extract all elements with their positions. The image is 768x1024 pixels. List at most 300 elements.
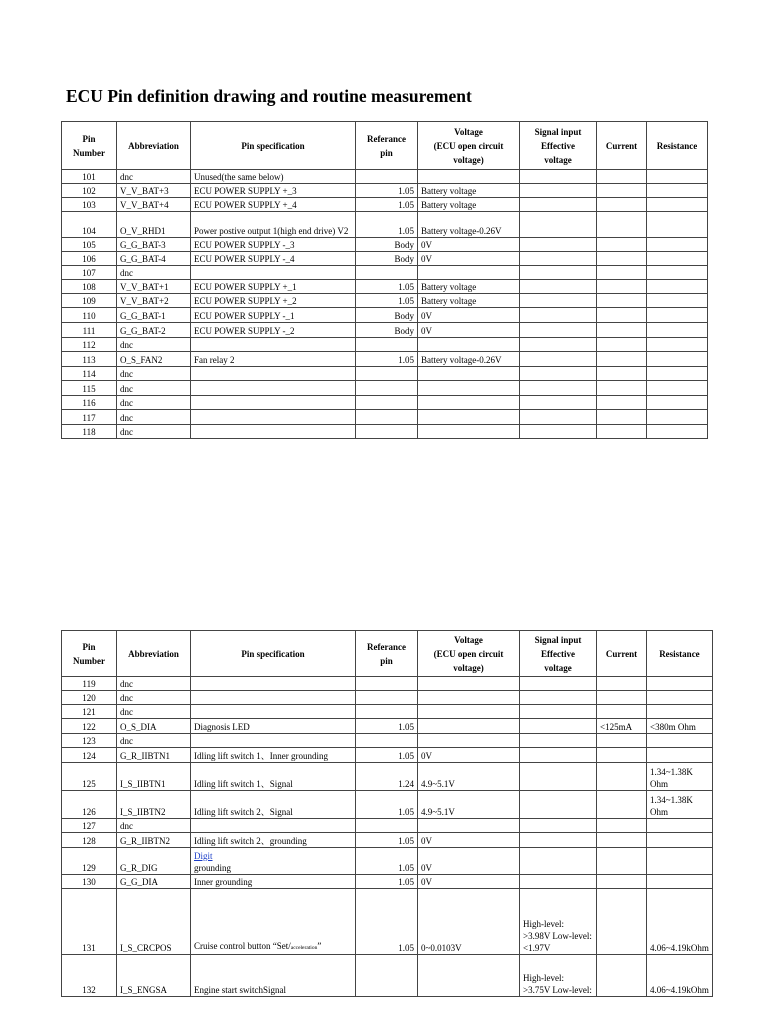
resistance-cell [647,833,713,848]
current-cell [597,734,647,748]
current-cell [597,410,647,425]
spec-small-text: acceleration [290,945,318,951]
header-referance-pin: Referance pin [356,631,418,677]
abbreviation-cell: dnc [117,734,191,748]
spec-text: ECU POWER SUPPLY +_3 [194,186,297,196]
pin-number-cell: 106 [62,252,117,266]
table-row [62,396,708,410]
resistance-cell [647,691,713,705]
table-row [62,308,708,323]
table-row [62,677,713,691]
referance-pin-cell [356,410,418,425]
pin-specification-cell [191,875,356,889]
current-cell [597,819,647,833]
pin-specification-cell [191,848,356,875]
spec-text: Fan relay 2 [194,355,235,365]
abbreviation-cell: dnc [117,819,191,833]
abbreviation-cell: V_V_BAT+3 [117,184,191,198]
abbreviation-cell: V_V_BAT+4 [117,198,191,212]
abbreviation-cell: G_R_IIBTN2 [117,833,191,848]
pin-number-cell: 117 [62,410,117,425]
current-cell [597,280,647,294]
referance-pin-cell: 1.05 [356,875,418,889]
pin-number-cell: 128 [62,833,117,848]
signal-input-cell [520,198,597,212]
voltage-cell: Battery voltage [418,280,520,294]
signal-input-cell [520,705,597,719]
table-row [62,875,713,889]
resistance-cell [647,705,713,719]
voltage-cell [418,410,520,425]
referance-pin-cell: 1.05 [356,184,418,198]
abbreviation-cell: V_V_BAT+2 [117,294,191,308]
resistance-cell [647,184,708,198]
table-row [62,748,713,763]
pin-specification-cell [191,238,356,252]
digit-link[interactable]: Digit [194,851,213,861]
pin-number-cell: 110 [62,308,117,323]
signal-input-cell [520,381,597,396]
pin-specification-cell [191,410,356,425]
signal-input-cell [520,338,597,352]
voltage-cell [418,170,520,184]
referance-pin-cell [356,691,418,705]
current-cell [597,212,647,238]
pin-specification-cell [191,425,356,439]
voltage-cell [418,819,520,833]
current-cell [597,266,647,280]
current-cell [597,791,647,819]
table-row [62,410,708,425]
spec-text: ECU POWER SUPPLY -_3 [194,240,295,250]
table-row [62,294,708,308]
abbreviation-cell: G_R_IIBTN1 [117,748,191,763]
resistance-cell [647,396,708,410]
current-cell [597,848,647,875]
voltage-cell [418,367,520,381]
pin-specification-cell [191,763,356,791]
pin-table-1 [61,121,708,439]
pin-specification-cell [191,198,356,212]
voltage-cell [418,381,520,396]
spec-text: ECU POWER SUPPLY +_1 [194,282,297,292]
current-cell [597,955,647,997]
voltage-cell: 0V [418,308,520,323]
table-row [62,819,713,833]
spec-text: Engine start switchSignal [194,985,286,995]
spec-text: ECU POWER SUPPLY -_1 [194,311,295,321]
resistance-cell [647,338,708,352]
pin-specification-cell [191,294,356,308]
current-cell [597,294,647,308]
voltage-cell [418,266,520,280]
referance-pin-cell: 1.05 [356,833,418,848]
resistance-cell [647,677,713,691]
referance-pin-cell [356,677,418,691]
referance-pin-cell: Body [356,308,418,323]
abbreviation-cell: dnc [117,367,191,381]
signal-input-cell [520,763,597,791]
voltage-cell [418,425,520,439]
table-row [62,848,713,875]
spec-text: Inner grounding [194,877,253,887]
voltage-cell: 0~0.0103V [418,889,520,955]
signal-input-cell [520,691,597,705]
abbreviation-cell: dnc [117,396,191,410]
resistance-cell [647,212,708,238]
resistance-cell [647,308,708,323]
referance-pin-cell: 1.05 [356,212,418,238]
signal-input-cell [520,252,597,266]
current-cell [597,889,647,955]
signal-input-cell [520,266,597,280]
pin-number-cell: 111 [62,323,117,338]
pin-specification-cell [191,889,356,955]
pin-number-cell: 131 [62,889,117,955]
signal-input-cell [520,819,597,833]
referance-pin-cell [356,425,418,439]
table-row [62,691,713,705]
signal-input-cell [520,308,597,323]
referance-pin-cell [356,338,418,352]
abbreviation-cell: G_G_BAT-1 [117,308,191,323]
current-cell [597,367,647,381]
resistance-cell: 4.06~4.19kOhm [647,889,713,955]
signal-input-cell: High-level: >3.98V Low-level: <1.97V [520,889,597,955]
abbreviation-cell: dnc [117,338,191,352]
table-row [62,184,708,198]
referance-pin-cell: 1.05 [356,848,418,875]
abbreviation-cell: dnc [117,691,191,705]
voltage-cell: 0V [418,833,520,848]
pin-number-cell: 112 [62,338,117,352]
voltage-cell [418,705,520,719]
signal-input-cell [520,396,597,410]
pin-number-cell: 104 [62,212,117,238]
referance-pin-cell: 1.05 [356,280,418,294]
pin-specification-cell [191,691,356,705]
table-row [62,734,713,748]
spec-text: Cruise control button “Set/ [194,941,291,951]
abbreviation-cell: dnc [117,677,191,691]
table-row [62,252,708,266]
pin-specification-cell [191,184,356,198]
signal-input-cell: High-level: >3.75V Low-level: [520,955,597,997]
voltage-cell: Battery voltage-0.26V [418,212,520,238]
table-row [62,791,713,819]
spec-text: Idling lift switch 2、grounding [194,836,307,846]
spec-text: ECU POWER SUPPLY +_4 [194,200,297,210]
resistance-cell [647,748,713,763]
abbreviation-cell: G_G_BAT-4 [117,252,191,266]
current-cell [597,875,647,889]
table-row [62,955,713,997]
signal-input-cell [520,791,597,819]
pin-specification-cell [191,280,356,294]
voltage-cell: 0V [418,848,520,875]
pin-number-cell: 125 [62,763,117,791]
current-cell [597,396,647,410]
spec-text: grounding [194,863,231,873]
header-current: Current [597,631,647,677]
referance-pin-cell: Body [356,238,418,252]
pin-specification-cell [191,352,356,367]
pin-specification-cell [191,266,356,280]
header-signal-input: Signal input Effective voltage [520,122,597,170]
pin-specification-cell [191,833,356,848]
resistance-cell [647,238,708,252]
current-cell [597,184,647,198]
header-pin-number: Pin Number [62,122,117,170]
pin-specification-cell [191,719,356,734]
signal-input-cell [520,184,597,198]
voltage-cell: 0V [418,748,520,763]
table-row [62,889,713,955]
header-current: Current [597,122,647,170]
header-resistance: Resistance [647,122,708,170]
pin-specification-cell [191,252,356,266]
spec-text: Idling lift switch 1、Signal [194,779,293,789]
abbreviation-cell: O_V_RHD1 [117,212,191,238]
pin-number-cell: 103 [62,198,117,212]
header-voltage: Voltage (ECU open circuit voltage) [418,631,520,677]
referance-pin-cell: Body [356,252,418,266]
resistance-cell [647,170,708,184]
pin-number-cell: 123 [62,734,117,748]
resistance-cell [647,367,708,381]
signal-input-cell [520,848,597,875]
pin-number-cell: 120 [62,691,117,705]
pin-number-cell: 113 [62,352,117,367]
table-row [62,170,708,184]
signal-input-cell [520,170,597,184]
pin-number-cell: 105 [62,238,117,252]
current-cell [597,170,647,184]
current-cell [597,833,647,848]
abbreviation-cell: dnc [117,410,191,425]
spec-text: ECU POWER SUPPLY +_2 [194,296,297,306]
header-abbreviation: Abbreviation [117,122,191,170]
pin-specification-cell [191,308,356,323]
resistance-cell [647,875,713,889]
pin-specification-cell [191,338,356,352]
referance-pin-cell [356,170,418,184]
current-cell [597,238,647,252]
current-cell [597,308,647,323]
signal-input-cell [520,748,597,763]
pin-specification-cell [191,367,356,381]
signal-input-cell [520,719,597,734]
referance-pin-cell [356,396,418,410]
current-cell [597,252,647,266]
abbreviation-cell: G_G_BAT-3 [117,238,191,252]
pin-number-cell: 101 [62,170,117,184]
pin-number-cell: 119 [62,677,117,691]
table-row [62,705,713,719]
table-row [62,763,713,791]
referance-pin-cell: 1.24 [356,763,418,791]
resistance-cell [647,410,708,425]
signal-input-cell [520,294,597,308]
resistance-cell [647,848,713,875]
voltage-cell: 4.9~5.1V [418,763,520,791]
pin-number-cell: 116 [62,396,117,410]
current-cell [597,705,647,719]
abbreviation-cell: dnc [117,266,191,280]
voltage-cell: Battery voltage-0.26V [418,352,520,367]
pin-specification-cell [191,791,356,819]
spec-text: Diagnosis LED [194,722,250,732]
voltage-cell [418,338,520,352]
pin-specification-cell [191,170,356,184]
abbreviation-cell: dnc [117,381,191,396]
pin-specification-cell [191,677,356,691]
voltage-cell [418,691,520,705]
voltage-cell: 0V [418,238,520,252]
referance-pin-cell [356,819,418,833]
abbreviation-cell: I_S_CRCPOS [117,889,191,955]
current-cell [597,352,647,367]
pin-specification-cell [191,396,356,410]
referance-pin-cell [356,955,418,997]
current-cell [597,677,647,691]
referance-pin-cell: Body [356,323,418,338]
voltage-cell: 0V [418,875,520,889]
spec-text: Idling lift switch 2、Signal [194,807,293,817]
abbreviation-cell: dnc [117,170,191,184]
resistance-cell [647,352,708,367]
signal-input-cell [520,875,597,889]
current-cell [597,748,647,763]
resistance-cell: <380m Ohm [647,719,713,734]
referance-pin-cell: 1.05 [356,748,418,763]
header-signal-input: Signal input Effective voltage [520,631,597,677]
table-row [62,352,708,367]
voltage-cell: 4.9~5.1V [418,791,520,819]
table-row [62,381,708,396]
resistance-cell [647,323,708,338]
resistance-cell [647,381,708,396]
pin-specification-cell [191,955,356,997]
resistance-cell [647,266,708,280]
pin-number-cell: 130 [62,875,117,889]
pin-specification-cell [191,381,356,396]
resistance-cell: 4.06~4.19kOhm [647,955,713,997]
referance-pin-cell [356,266,418,280]
voltage-cell: Battery voltage [418,184,520,198]
spec-end-text: ” [317,941,322,951]
resistance-cell [647,819,713,833]
table-row [62,367,708,381]
current-cell [597,691,647,705]
referance-pin-cell: 1.05 [356,294,418,308]
spec-text: Unused(the same below) [194,172,284,182]
header-resistance: Resistance [647,631,713,677]
referance-pin-cell [356,381,418,396]
table-row [62,323,708,338]
referance-pin-cell: 1.05 [356,719,418,734]
pin-number-cell: 126 [62,791,117,819]
pin-specification-cell [191,705,356,719]
pin-number-cell: 122 [62,719,117,734]
resistance-cell [647,294,708,308]
pin-specification-cell [191,212,356,238]
current-cell [597,323,647,338]
header-abbreviation: Abbreviation [117,631,191,677]
page-title: ECU Pin definition drawing and routine measurement [66,86,472,106]
pin-number-cell: 129 [62,848,117,875]
referance-pin-cell [356,367,418,381]
table-row [62,719,713,734]
header-pin-specification: Pin specification [191,122,356,170]
pin-number-cell: 121 [62,705,117,719]
table-header-row [62,122,708,170]
pin-specification-cell [191,819,356,833]
abbreviation-cell: G_R_DIG [117,848,191,875]
current-cell [597,763,647,791]
referance-pin-cell [356,734,418,748]
table-row [62,425,708,439]
voltage-cell: Battery voltage [418,198,520,212]
referance-pin-cell: 1.05 [356,352,418,367]
pin-number-cell: 107 [62,266,117,280]
signal-input-cell [520,352,597,367]
abbreviation-cell: I_S_IIBTN1 [117,763,191,791]
table-row [62,238,708,252]
current-cell [597,198,647,212]
header-pin-number: Pin Number [62,631,117,677]
table-row [62,212,708,238]
abbreviation-cell: O_S_FAN2 [117,352,191,367]
signal-input-cell [520,677,597,691]
spec-text: ECU POWER SUPPLY -_2 [194,326,295,336]
spec-text: Power postive output 1(high end drive) V2 [194,226,349,236]
current-cell [597,381,647,396]
pin-table-2 [61,630,713,997]
referance-pin-cell: 1.05 [356,198,418,212]
signal-input-cell [520,410,597,425]
pin-number-cell: 114 [62,367,117,381]
referance-pin-cell: 1.05 [356,791,418,819]
abbreviation-cell: dnc [117,425,191,439]
current-cell [597,338,647,352]
abbreviation-cell: dnc [117,705,191,719]
current-cell: <125mA [597,719,647,734]
header-referance-pin: Referance pin [356,122,418,170]
table-row [62,338,708,352]
referance-pin-cell [356,705,418,719]
resistance-cell [647,198,708,212]
spec-text: Idling lift switch 1、Inner grounding [194,751,328,761]
table-row [62,198,708,212]
voltage-cell [418,719,520,734]
pin-number-cell: 102 [62,184,117,198]
pin-specification-cell [191,748,356,763]
pin-number-cell: 109 [62,294,117,308]
resistance-cell [647,252,708,266]
signal-input-cell [520,734,597,748]
current-cell [597,425,647,439]
table-row [62,280,708,294]
pin-number-cell: 118 [62,425,117,439]
pin-number-cell: 108 [62,280,117,294]
resistance-cell [647,280,708,294]
resistance-cell [647,734,713,748]
pin-number-cell: 124 [62,748,117,763]
abbreviation-cell: G_G_BAT-2 [117,323,191,338]
abbreviation-cell: G_G_DIA [117,875,191,889]
header-pin-specification: Pin specification [191,631,356,677]
